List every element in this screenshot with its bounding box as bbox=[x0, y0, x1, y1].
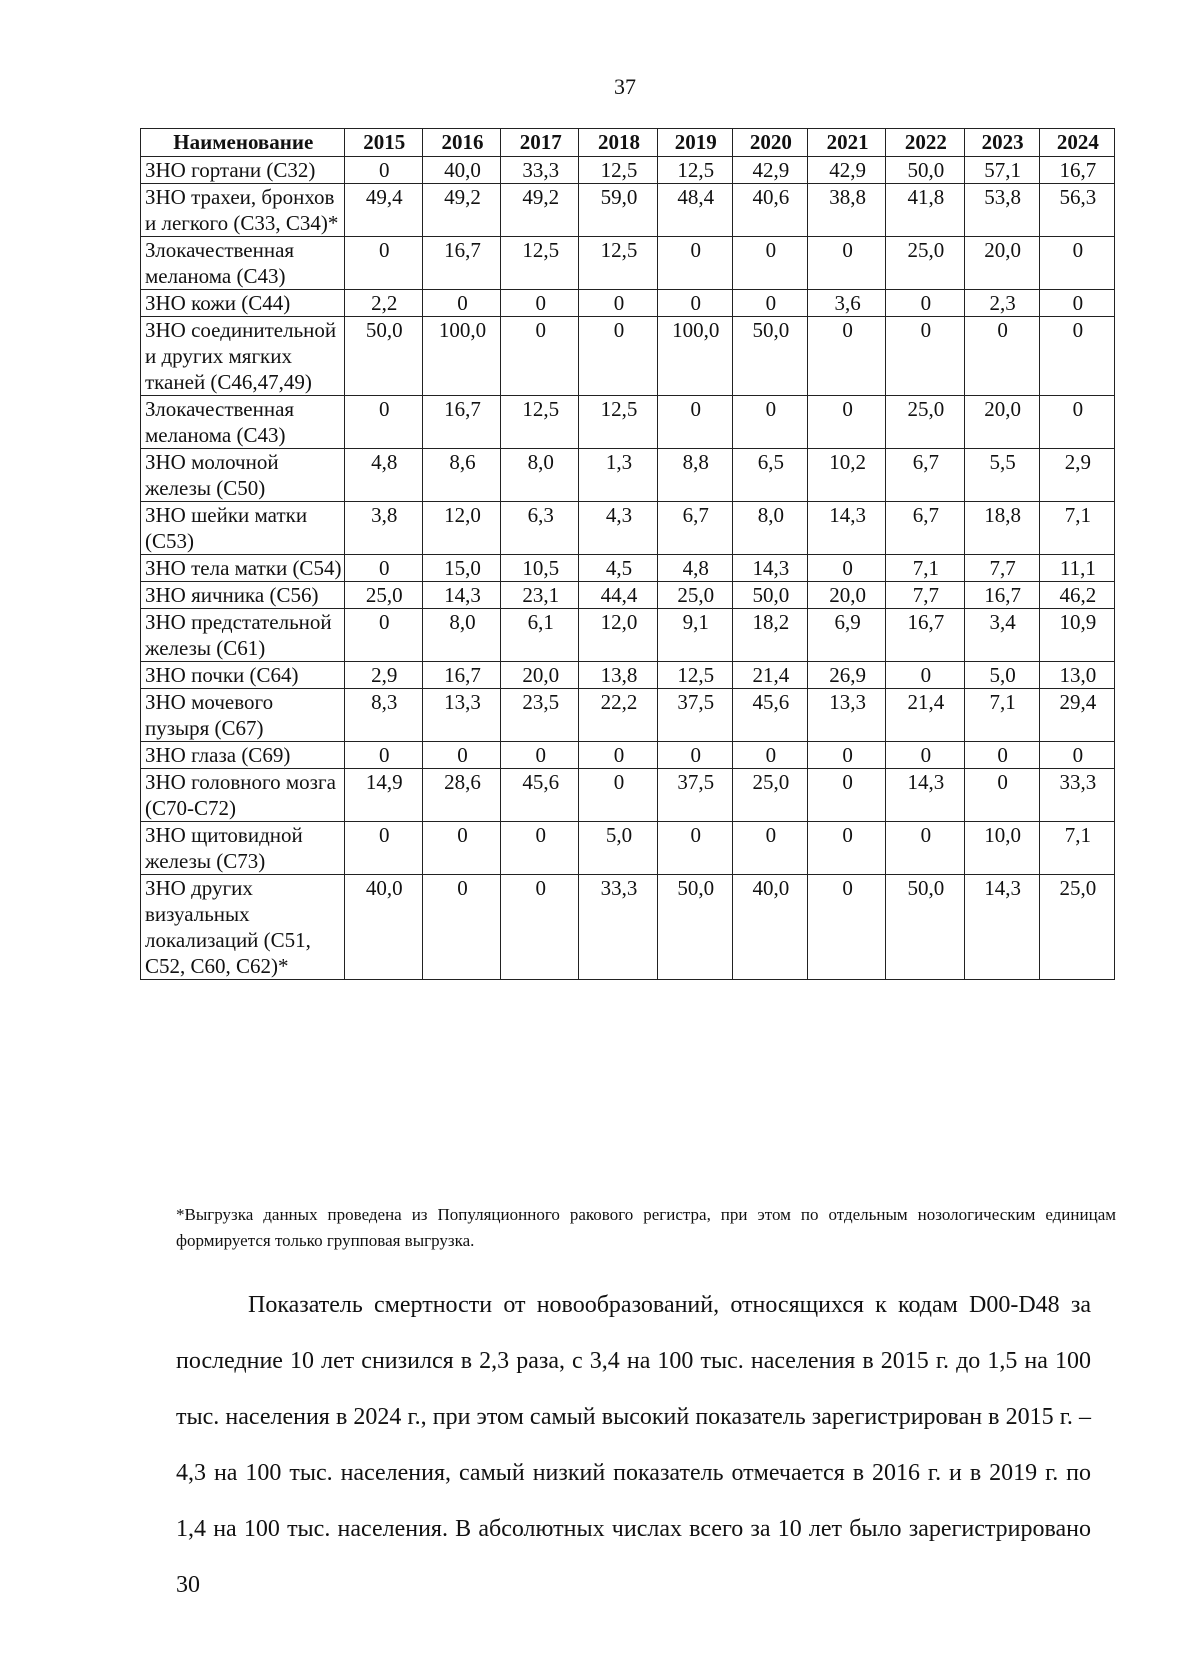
row-name-cell: ЗНО предстательной железы (С61) bbox=[141, 609, 345, 662]
value-cell: 15,0 bbox=[422, 555, 500, 582]
value-cell: 7,1 bbox=[1039, 822, 1114, 875]
row-name-cell: ЗНО гортани (С32) bbox=[141, 157, 345, 184]
value-cell: 59,0 bbox=[579, 184, 657, 237]
table-row bbox=[141, 237, 1115, 290]
value-cell: 21,4 bbox=[886, 689, 964, 742]
value-cell: 0 bbox=[579, 290, 657, 317]
value-cell: 0 bbox=[422, 742, 500, 769]
value-cell: 42,9 bbox=[808, 157, 886, 184]
value-cell: 49,2 bbox=[422, 184, 500, 237]
value-cell: 49,4 bbox=[344, 184, 422, 237]
table-row bbox=[141, 769, 1115, 822]
table-row bbox=[141, 502, 1115, 555]
row-name-cell: ЗНО трахеи, бронхов и легкого (С33, С34)* bbox=[141, 184, 345, 237]
value-cell: 0 bbox=[501, 822, 579, 875]
column-header-year: 2020 bbox=[732, 129, 807, 157]
value-cell: 0 bbox=[886, 822, 964, 875]
value-cell: 0 bbox=[732, 822, 807, 875]
value-cell: 8,3 bbox=[344, 689, 422, 742]
table-row bbox=[141, 449, 1115, 502]
row-name-cell: ЗНО других визуальных локализаций (С51, С52, С60, С62)* bbox=[141, 875, 345, 980]
row-name-cell: ЗНО шейки матки (С53) bbox=[141, 502, 345, 555]
value-cell: 49,2 bbox=[501, 184, 579, 237]
column-header-year: 2017 bbox=[501, 129, 579, 157]
value-cell: 0 bbox=[808, 769, 886, 822]
value-cell: 0 bbox=[657, 290, 732, 317]
table-row bbox=[141, 317, 1115, 396]
value-cell: 5,0 bbox=[579, 822, 657, 875]
value-cell: 0 bbox=[964, 317, 1039, 396]
value-cell: 25,0 bbox=[886, 396, 964, 449]
value-cell: 12,0 bbox=[422, 502, 500, 555]
value-cell: 0 bbox=[1039, 396, 1114, 449]
value-cell: 0 bbox=[344, 396, 422, 449]
value-cell: 0 bbox=[501, 290, 579, 317]
value-cell: 12,5 bbox=[579, 237, 657, 290]
value-cell: 0 bbox=[344, 609, 422, 662]
value-cell: 12,5 bbox=[657, 662, 732, 689]
table-row bbox=[141, 184, 1115, 237]
value-cell: 0 bbox=[501, 317, 579, 396]
body-paragraph: Показатель смертности от новообразований, относящихся к кодам D00-D48 за последние 10 лет снизился в 2,3 раза, с 3,4 на 100 тыс. населения в 2015 г. до 1,5 на 100 тыс. населения в 2024 г., при этом самый высокий показатель зарегистрирован в 2015 г. – 4,3 на 100 тыс. населения, самый низкий показатель отмечается в 2016 г. и в 2019 г. по 1,4 на 100 тыс. населения. В абсолютных числах всего за 10 лет было зарегистрировано 30 bbox=[176, 1292, 1091, 1598]
value-cell: 40,0 bbox=[422, 157, 500, 184]
value-cell: 4,8 bbox=[657, 555, 732, 582]
value-cell: 0 bbox=[808, 237, 886, 290]
value-cell: 10,2 bbox=[808, 449, 886, 502]
value-cell: 53,8 bbox=[964, 184, 1039, 237]
value-cell: 100,0 bbox=[657, 317, 732, 396]
value-cell: 6,7 bbox=[657, 502, 732, 555]
value-cell: 40,0 bbox=[344, 875, 422, 980]
value-cell: 5,0 bbox=[964, 662, 1039, 689]
value-cell: 16,7 bbox=[1039, 157, 1114, 184]
value-cell: 42,9 bbox=[732, 157, 807, 184]
table-body bbox=[141, 157, 1115, 980]
value-cell: 25,0 bbox=[344, 582, 422, 609]
value-cell: 22,2 bbox=[579, 689, 657, 742]
value-cell: 46,2 bbox=[1039, 582, 1114, 609]
value-cell: 40,6 bbox=[732, 184, 807, 237]
value-cell: 28,6 bbox=[422, 769, 500, 822]
column-header-year: 2024 bbox=[1039, 129, 1114, 157]
value-cell: 0 bbox=[808, 317, 886, 396]
column-header-year: 2023 bbox=[964, 129, 1039, 157]
value-cell: 8,0 bbox=[501, 449, 579, 502]
column-header-year: 2022 bbox=[886, 129, 964, 157]
row-name-cell: Злокачественная меланома (С43) bbox=[141, 396, 345, 449]
value-cell: 18,2 bbox=[732, 609, 807, 662]
value-cell: 0 bbox=[344, 237, 422, 290]
value-cell: 3,4 bbox=[964, 609, 1039, 662]
value-cell: 25,0 bbox=[657, 582, 732, 609]
value-cell: 23,5 bbox=[501, 689, 579, 742]
value-cell: 0 bbox=[808, 875, 886, 980]
value-cell: 5,5 bbox=[964, 449, 1039, 502]
value-cell: 2,3 bbox=[964, 290, 1039, 317]
value-cell: 20,0 bbox=[964, 237, 1039, 290]
value-cell: 50,0 bbox=[344, 317, 422, 396]
value-cell: 2,9 bbox=[344, 662, 422, 689]
value-cell: 0 bbox=[1039, 742, 1114, 769]
value-cell: 37,5 bbox=[657, 689, 732, 742]
column-header-year: 2015 bbox=[344, 129, 422, 157]
value-cell: 9,1 bbox=[657, 609, 732, 662]
value-cell: 0 bbox=[886, 290, 964, 317]
value-cell: 0 bbox=[657, 822, 732, 875]
value-cell: 0 bbox=[657, 742, 732, 769]
row-name-cell: Злокачественная меланома (С43) bbox=[141, 237, 345, 290]
value-cell: 0 bbox=[579, 317, 657, 396]
value-cell: 7,1 bbox=[964, 689, 1039, 742]
value-cell: 8,0 bbox=[732, 502, 807, 555]
value-cell: 14,3 bbox=[422, 582, 500, 609]
value-cell: 10,9 bbox=[1039, 609, 1114, 662]
value-cell: 0 bbox=[808, 555, 886, 582]
value-cell: 50,0 bbox=[732, 317, 807, 396]
value-cell: 0 bbox=[344, 157, 422, 184]
value-cell: 13,8 bbox=[579, 662, 657, 689]
value-cell: 10,0 bbox=[964, 822, 1039, 875]
value-cell: 0 bbox=[808, 396, 886, 449]
value-cell: 0 bbox=[1039, 317, 1114, 396]
value-cell: 10,5 bbox=[501, 555, 579, 582]
value-cell: 12,5 bbox=[579, 157, 657, 184]
table-row bbox=[141, 822, 1115, 875]
value-cell: 12,5 bbox=[657, 157, 732, 184]
value-cell: 14,3 bbox=[964, 875, 1039, 980]
row-name-cell: ЗНО тела матки (С54) bbox=[141, 555, 345, 582]
value-cell: 25,0 bbox=[1039, 875, 1114, 980]
row-name-cell: ЗНО щитовидной железы (С73) bbox=[141, 822, 345, 875]
value-cell: 4,3 bbox=[579, 502, 657, 555]
value-cell: 25,0 bbox=[732, 769, 807, 822]
table-row bbox=[141, 396, 1115, 449]
value-cell: 8,6 bbox=[422, 449, 500, 502]
value-cell: 25,0 bbox=[886, 237, 964, 290]
value-cell: 12,5 bbox=[579, 396, 657, 449]
value-cell: 11,1 bbox=[1039, 555, 1114, 582]
value-cell: 0 bbox=[964, 742, 1039, 769]
value-cell: 3,6 bbox=[808, 290, 886, 317]
value-cell: 16,7 bbox=[964, 582, 1039, 609]
value-cell: 8,0 bbox=[422, 609, 500, 662]
value-cell: 50,0 bbox=[732, 582, 807, 609]
value-cell: 40,0 bbox=[732, 875, 807, 980]
value-cell: 38,8 bbox=[808, 184, 886, 237]
value-cell: 0 bbox=[657, 237, 732, 290]
value-cell: 45,6 bbox=[501, 769, 579, 822]
value-cell: 0 bbox=[501, 875, 579, 980]
table-row bbox=[141, 875, 1115, 980]
value-cell: 45,6 bbox=[732, 689, 807, 742]
value-cell: 57,1 bbox=[964, 157, 1039, 184]
value-cell: 0 bbox=[732, 237, 807, 290]
value-cell: 0 bbox=[1039, 237, 1114, 290]
value-cell: 50,0 bbox=[657, 875, 732, 980]
value-cell: 16,7 bbox=[422, 237, 500, 290]
value-cell: 12,5 bbox=[501, 237, 579, 290]
incidence-table bbox=[140, 128, 1115, 980]
value-cell: 13,3 bbox=[808, 689, 886, 742]
value-cell: 44,4 bbox=[579, 582, 657, 609]
value-cell: 4,5 bbox=[579, 555, 657, 582]
value-cell: 33,3 bbox=[1039, 769, 1114, 822]
value-cell: 6,1 bbox=[501, 609, 579, 662]
value-cell: 16,7 bbox=[886, 609, 964, 662]
value-cell: 6,9 bbox=[808, 609, 886, 662]
value-cell: 48,4 bbox=[657, 184, 732, 237]
value-cell: 2,9 bbox=[1039, 449, 1114, 502]
table-row bbox=[141, 582, 1115, 609]
column-header-year: 2018 bbox=[579, 129, 657, 157]
value-cell: 18,8 bbox=[964, 502, 1039, 555]
value-cell: 7,7 bbox=[964, 555, 1039, 582]
value-cell: 0 bbox=[886, 317, 964, 396]
value-cell: 50,0 bbox=[886, 875, 964, 980]
column-header-year: 2019 bbox=[657, 129, 732, 157]
value-cell: 0 bbox=[808, 742, 886, 769]
value-cell: 7,1 bbox=[1039, 502, 1114, 555]
value-cell: 26,9 bbox=[808, 662, 886, 689]
value-cell: 0 bbox=[422, 822, 500, 875]
value-cell: 0 bbox=[732, 290, 807, 317]
value-cell: 6,7 bbox=[886, 502, 964, 555]
value-cell: 14,9 bbox=[344, 769, 422, 822]
value-cell: 20,0 bbox=[501, 662, 579, 689]
value-cell: 12,5 bbox=[501, 396, 579, 449]
value-cell: 8,8 bbox=[657, 449, 732, 502]
value-cell: 7,1 bbox=[886, 555, 964, 582]
value-cell: 4,8 bbox=[344, 449, 422, 502]
value-cell: 100,0 bbox=[422, 317, 500, 396]
value-cell: 0 bbox=[344, 742, 422, 769]
value-cell: 33,3 bbox=[501, 157, 579, 184]
value-cell: 13,0 bbox=[1039, 662, 1114, 689]
column-header-year: 2021 bbox=[808, 129, 886, 157]
value-cell: 0 bbox=[732, 396, 807, 449]
table-footnote: *Выгрузка данных проведена из Популяционного ракового регистра, при этом по отдельным нозологическим единицам формируется только групповая выгрузка. bbox=[176, 1205, 1116, 1250]
table-row bbox=[141, 555, 1115, 582]
column-header-name: Наименование bbox=[141, 129, 345, 157]
value-cell: 6,3 bbox=[501, 502, 579, 555]
table-header-row bbox=[141, 129, 1115, 157]
page-number: 37 bbox=[614, 74, 636, 99]
value-cell: 2,2 bbox=[344, 290, 422, 317]
value-cell: 50,0 bbox=[886, 157, 964, 184]
value-cell: 7,7 bbox=[886, 582, 964, 609]
value-cell: 14,3 bbox=[732, 555, 807, 582]
value-cell: 1,3 bbox=[579, 449, 657, 502]
row-name-cell: ЗНО глаза (С69) bbox=[141, 742, 345, 769]
value-cell: 0 bbox=[886, 662, 964, 689]
value-cell: 56,3 bbox=[1039, 184, 1114, 237]
row-name-cell: ЗНО молочной железы (С50) bbox=[141, 449, 345, 502]
value-cell: 0 bbox=[422, 290, 500, 317]
value-cell: 0 bbox=[344, 822, 422, 875]
value-cell: 0 bbox=[808, 822, 886, 875]
value-cell: 14,3 bbox=[808, 502, 886, 555]
row-name-cell: ЗНО яичника (С56) bbox=[141, 582, 345, 609]
value-cell: 3,8 bbox=[344, 502, 422, 555]
value-cell: 0 bbox=[886, 742, 964, 769]
row-name-cell: ЗНО соединительной и других мягких тканей (С46,47,49) bbox=[141, 317, 345, 396]
value-cell: 21,4 bbox=[732, 662, 807, 689]
value-cell: 6,7 bbox=[886, 449, 964, 502]
value-cell: 0 bbox=[964, 769, 1039, 822]
value-cell: 12,0 bbox=[579, 609, 657, 662]
value-cell: 0 bbox=[579, 769, 657, 822]
value-cell: 16,7 bbox=[422, 662, 500, 689]
value-cell: 29,4 bbox=[1039, 689, 1114, 742]
value-cell: 0 bbox=[344, 555, 422, 582]
table-row bbox=[141, 157, 1115, 184]
table-row bbox=[141, 290, 1115, 317]
table-row bbox=[141, 742, 1115, 769]
row-name-cell: ЗНО кожи (С44) bbox=[141, 290, 345, 317]
value-cell: 20,0 bbox=[808, 582, 886, 609]
value-cell: 0 bbox=[732, 742, 807, 769]
column-header-year: 2016 bbox=[422, 129, 500, 157]
value-cell: 6,5 bbox=[732, 449, 807, 502]
table-row bbox=[141, 609, 1115, 662]
table-row bbox=[141, 689, 1115, 742]
value-cell: 0 bbox=[501, 742, 579, 769]
value-cell: 20,0 bbox=[964, 396, 1039, 449]
value-cell: 13,3 bbox=[422, 689, 500, 742]
value-cell: 14,3 bbox=[886, 769, 964, 822]
value-cell: 16,7 bbox=[422, 396, 500, 449]
row-name-cell: ЗНО головного мозга (С70-С72) bbox=[141, 769, 345, 822]
value-cell: 0 bbox=[422, 875, 500, 980]
table-row bbox=[141, 662, 1115, 689]
value-cell: 33,3 bbox=[579, 875, 657, 980]
value-cell: 0 bbox=[579, 742, 657, 769]
row-name-cell: ЗНО почки (С64) bbox=[141, 662, 345, 689]
row-name-cell: ЗНО мочевого пузыря (С67) bbox=[141, 689, 345, 742]
value-cell: 0 bbox=[657, 396, 732, 449]
value-cell: 41,8 bbox=[886, 184, 964, 237]
value-cell: 23,1 bbox=[501, 582, 579, 609]
value-cell: 0 bbox=[1039, 290, 1114, 317]
value-cell: 37,5 bbox=[657, 769, 732, 822]
